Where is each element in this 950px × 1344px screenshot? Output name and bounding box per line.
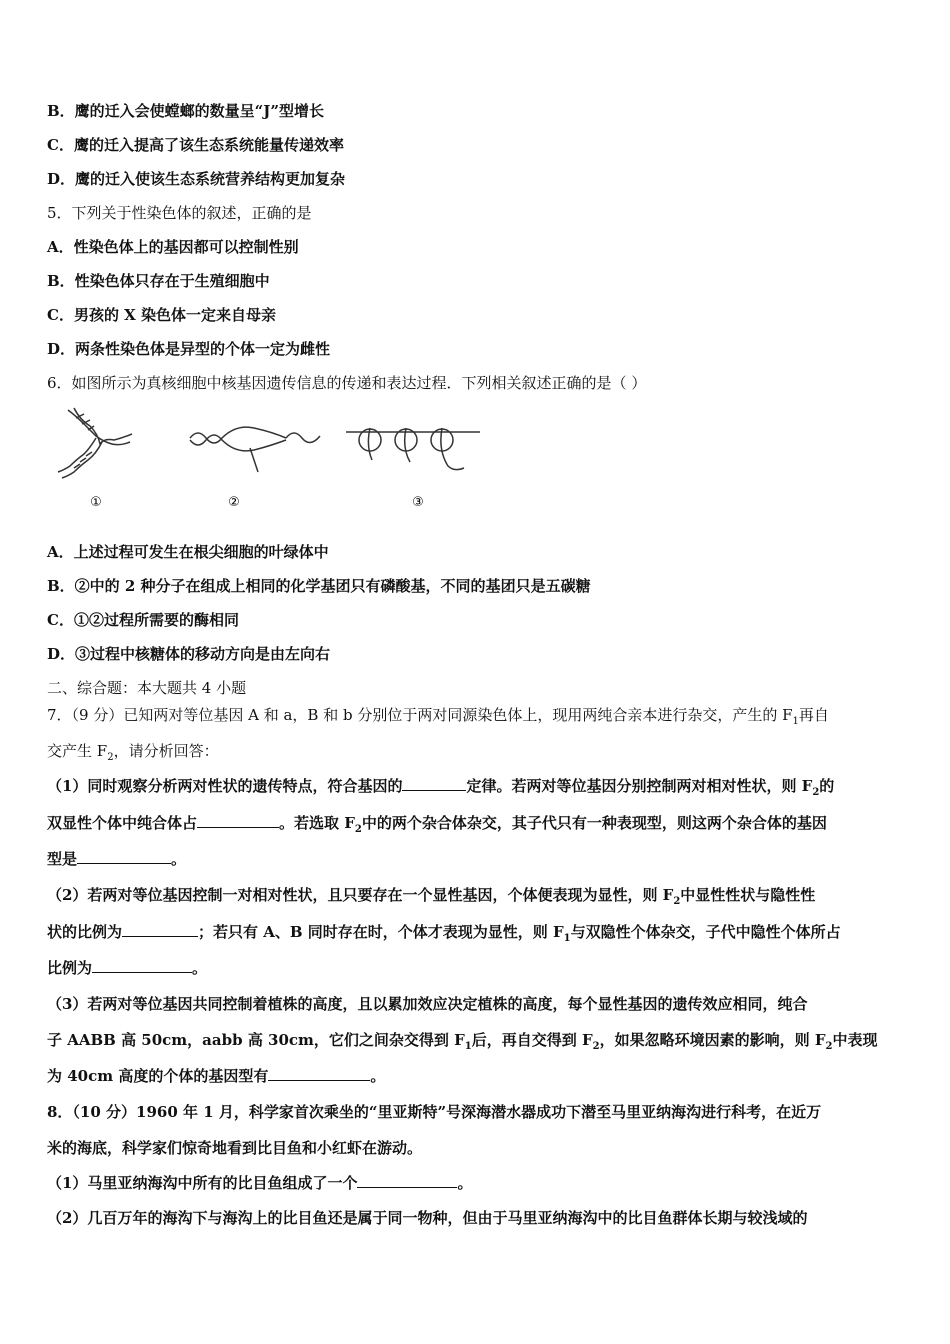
- replication-diagram: [58, 408, 132, 478]
- answer-blank[interactable]: [77, 849, 171, 864]
- q6-option-c: C．①②过程所需要的酶相同: [47, 611, 239, 629]
- answer-blank[interactable]: [268, 1066, 370, 1081]
- answer-blank[interactable]: [197, 813, 279, 828]
- q5-option-c: C．男孩的 X 染色体一定来自母亲: [47, 306, 277, 324]
- q7-stem-line2: 交产生 $F_2$，请分析回答：: [47, 742, 219, 763]
- q7-part3-line1: （3）若两对等位基因共同控制着植株的高度，且以累加效应决定植株的高度，每个显性基因的遗传效应相同，纯合: [47, 995, 808, 1013]
- q7-part3-line3: 为 40cm 高度的个体的基因型有 。: [47, 1067, 386, 1085]
- q7-part3-line2: 子 AABB 高 50cm，aabb 高 30cm，它们之间杂交得到 $F_1$后，再自交得到 $F_2$，如果忽略环境因素的影响，则 $F_2$中表现: [47, 1031, 878, 1052]
- q4-option-b: B．鹰的迁入会使螳螂的数量呈“J”型增长: [47, 102, 325, 120]
- fig-label-1: ①: [90, 495, 102, 510]
- q4-option-d: D．鹰的迁入使该生态系统营养结构更加复杂: [47, 170, 346, 188]
- q7-part1-line1: （1）同时观察分析两对性状的遗传特点，符合基因的 定律。若两对等位基因分别控制两对相对性状，则 $F_2$的: [47, 777, 835, 798]
- q6-option-d: D．③过程中核糖体的移动方向是由左向右: [47, 645, 331, 663]
- q8-part2: （2）几百万年的海沟下与海沟上的比目鱼还是属于同一物种，但由于马里亚纳海沟中的比目鱼群体长期与较浅域的: [47, 1209, 808, 1227]
- q7-part2-line3: 比例为 。: [47, 959, 208, 977]
- q8-stem-line2: 米的海底，科学家们惊奇地看到比目鱼和小红虾在游动。: [47, 1139, 423, 1157]
- q7-part1-line2: 双显性个体中纯合体占 。若选取 $F_2$中的两个杂合体杂交，其子代只有一种表现型，则这两个杂合体的基因: [47, 814, 827, 835]
- translation-diagram: [346, 428, 480, 470]
- q7-part2-line1: （2）若两对等位基因控制一对相对性状，且只要存在一个显性基因，个体便表现为显性，则 $F_2$中显性性状与隐性性: [47, 886, 816, 907]
- q7-part1-line3: 型是 。: [47, 850, 187, 868]
- q7-part2-line2: 状的比例为 ；若只有 A、B 同时存在时，个体才表现为显性，则 $F_1$与双隐性个体杂交，子代中隐性个体所占: [47, 923, 841, 944]
- fig-label-3: ③: [412, 495, 424, 510]
- q8-stem-line1: 8．（10 分）1960 年 1 月，科学家首次乘坐的“里亚斯特”号深海潜水器成功下潜至马里亚纳海沟进行科考，在近万: [47, 1103, 822, 1121]
- q6-option-b: B．②中的 2 种分子在组成上相同的化学基团只有磷酸基，不同的基团只是五碳糖: [47, 577, 591, 595]
- q6-stem: 6．如图所示为真核细胞中核基因遗传信息的传递和表达过程．下列相关叙述正确的是（ ）: [47, 374, 647, 392]
- q6-figure: [40, 398, 520, 518]
- section-heading: 二、综合题：本大题共 4 小题: [47, 679, 247, 697]
- q4-option-c: C．鹰的迁入提高了该生态系统能量传递效率: [47, 136, 344, 154]
- answer-blank[interactable]: [122, 922, 198, 937]
- q5-option-d: D．两条性染色体是异型的个体一定为雌性: [47, 340, 331, 358]
- q6-option-a: A．上述过程可发生在根尖细胞的叶绿体中: [47, 543, 329, 561]
- q5-stem: 5．下列关于性染色体的叙述，正确的是: [47, 204, 312, 222]
- transcription-diagram: [190, 427, 320, 472]
- answer-blank[interactable]: [92, 958, 192, 973]
- answer-blank[interactable]: [402, 776, 466, 791]
- fig-label-2: ②: [228, 495, 240, 510]
- q5-option-b: B．性染色体只存在于生殖细胞中: [47, 272, 270, 290]
- q5-option-a: A．性染色体上的基因都可以控制性别: [47, 238, 299, 256]
- q7-stem-line1: 7．（9 分）已知两对等位基因 A 和 a，B 和 b 分别位于两对同源染色体上，现用两纯合亲本进行杂交，产生的 $F_1$再自: [47, 706, 829, 727]
- q8-part1: （1）马里亚纳海沟中所有的比目鱼组成了一个 。: [47, 1174, 473, 1192]
- answer-blank[interactable]: [357, 1173, 457, 1188]
